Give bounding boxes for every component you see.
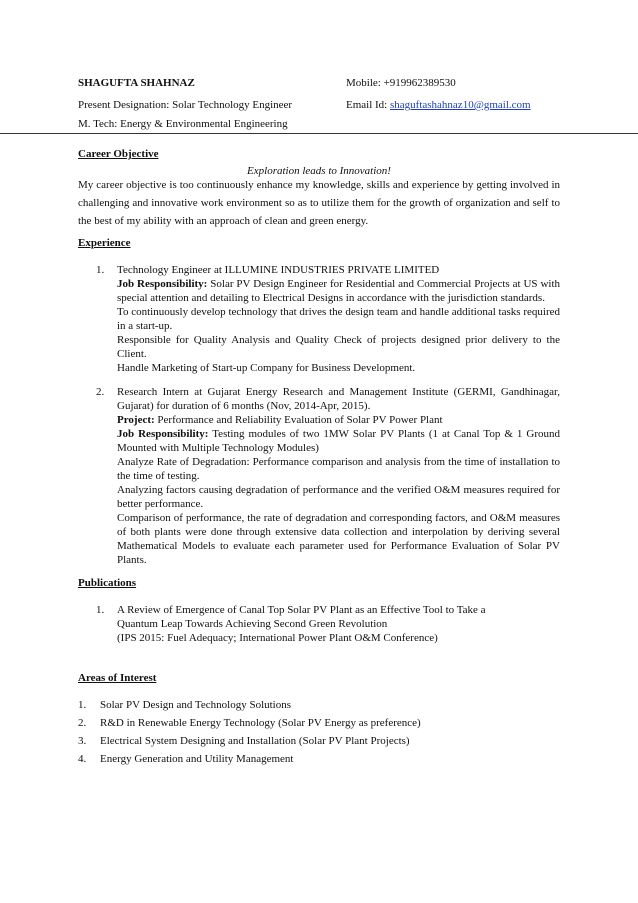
interest-number: 4. — [78, 753, 87, 765]
interest-text: Electrical System Designing and Installation (Solar PV Plant Projects) — [100, 735, 410, 747]
interest-number: 2. — [78, 717, 87, 729]
experience-detail: Comparison of performance, the rate of degradation and corresponding factors, and O&M measures of both plants were done through extensive data collection and interpolation by deriving several Mathematical Models to evaluate each parameter used for Performance Evaluation of Solar PV Plants. — [117, 512, 560, 566]
education: M. Tech: Energy & Environmental Engineering — [78, 118, 288, 130]
experience-detail: Handle Marketing of Start-up Company for Business Development. — [117, 362, 416, 374]
career-objective-text: My career objective is too continuously enhance my knowledge, skills and experience by getting involved in challenging and innovative work environment so as to utilize them for the growth of organization and self to the best of my ability with an approach of clean and green energy. — [78, 179, 560, 227]
interest-text: Solar PV Design and Technology Solutions — [100, 699, 292, 711]
publication-body — [117, 603, 517, 645]
experience-item-body — [117, 385, 560, 567]
interest-number: 3. — [78, 735, 87, 747]
publication-venue: (IPS 2015: Fuel Adequacy; International Power Plant O&M Conference) — [117, 632, 438, 644]
areas-of-interest-heading: Areas of Interest — [78, 672, 157, 684]
present-designation: Present Designation: Solar Technology Engineer — [78, 99, 293, 111]
email-link[interactable]: shaguftashahnaz10@gmail.com — [390, 99, 531, 111]
header-divider — [0, 133, 638, 134]
experience-detail: Analyzing factors causing degradation of performance and the verified O&M measures required for better performance. — [117, 484, 560, 510]
publication-number: 1. — [96, 604, 105, 616]
experience-detail: To continuously develop technology that drives the design team and handle additional tasks required in a start-up. — [117, 306, 560, 332]
experience-title: Research Intern at Gujarat Energy Research and Management Institute (GERMI, Gandhinagar, Gujarat) for duration of 6 months (Nov, 2014-Apr, 2015). — [117, 386, 560, 412]
interest-text: R&D in Renewable Energy Technology (Solar PV Energy as preference) — [100, 717, 421, 729]
job-responsibility-text: Testing modules of two 1MW Solar PV Plants (1 at Canal Top & 1 Ground Mounted with Multiple Technology Modules) — [117, 428, 560, 454]
email-label: Email Id: — [346, 99, 388, 111]
experience-title: Technology Engineer at ILLUMINE INDUSTRIES PRIVATE LIMITED — [117, 264, 440, 276]
experience-heading: Experience — [78, 237, 131, 249]
career-tagline: Exploration leads to Innovation! — [247, 165, 391, 177]
project-text: Performance and Reliability Evaluation of Solar PV Power Plant — [157, 414, 443, 426]
interest-number: 1. — [78, 699, 87, 711]
experience-item-body — [117, 263, 560, 375]
job-responsibility — [117, 277, 560, 305]
email-line — [346, 98, 531, 112]
experience-item-number: 2. — [96, 386, 105, 398]
interest-text: Energy Generation and Utility Management — [100, 753, 294, 765]
career-objective-heading: Career Objective — [78, 148, 159, 160]
experience-item-number: 1. — [96, 264, 105, 276]
job-responsibility-text: Solar PV Design Engineer for Residential and Commercial Projects at US with special attention and detailing to Electrical Designs in accordance with the jurisdiction standards. — [117, 278, 561, 304]
job-responsibility — [117, 427, 560, 455]
job-responsibility-label: Job Responsibility: — [117, 278, 208, 290]
mobile-number: Mobile: +919962389530 — [346, 77, 456, 89]
publications-heading: Publications — [78, 577, 137, 589]
candidate-name: SHAGUFTA SHAHNAZ — [78, 77, 195, 89]
job-responsibility-label: Job Responsibility: — [117, 428, 209, 440]
experience-detail: Responsible for Quality Analysis and Quality Check of projects designed prior delivery to the Client. — [117, 334, 560, 360]
publication-title: A Review of Emergence of Canal Top Solar PV Plant as an Effective Tool to Take a Quantum Leap Towards Achieving Second Green Revolution — [117, 604, 486, 630]
project-label: Project: — [117, 414, 155, 426]
project — [117, 413, 560, 427]
experience-detail: Analyze Rate of Degradation: Performance comparison and analysis from the time of installation to the time of testing. — [117, 456, 560, 482]
